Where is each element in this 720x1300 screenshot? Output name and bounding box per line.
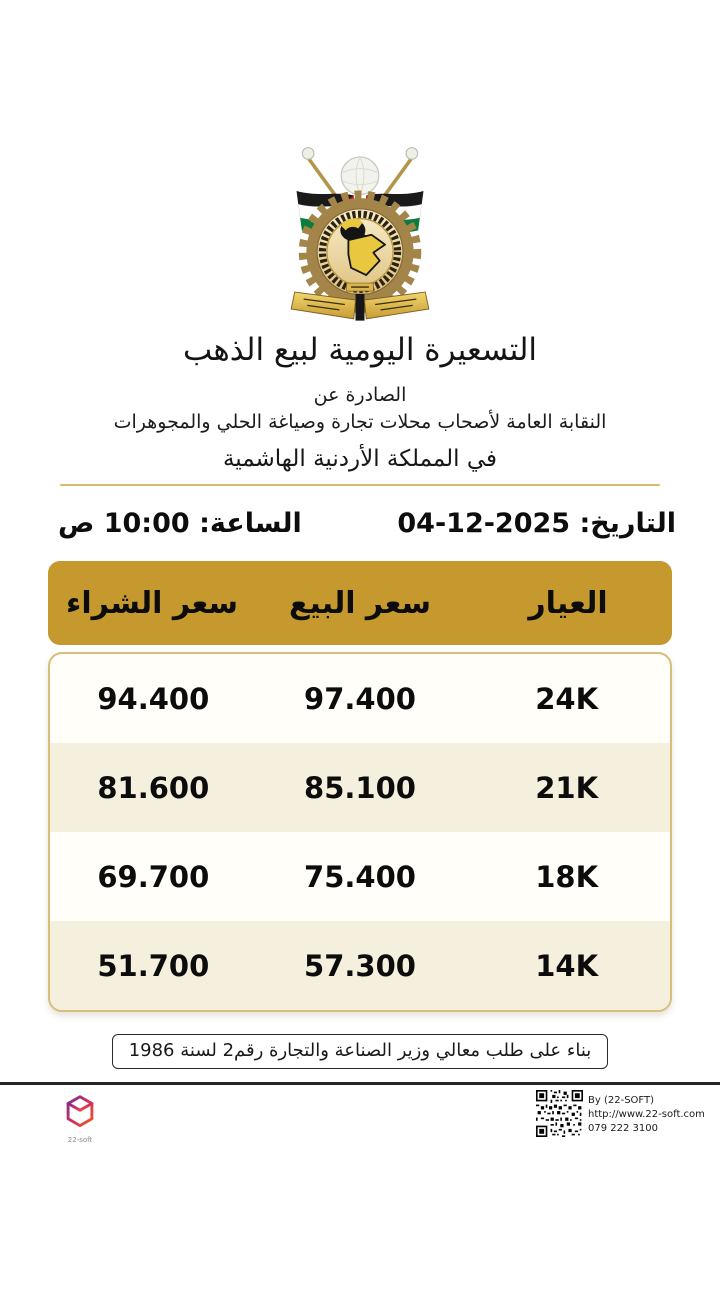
column-header-karat: العيار xyxy=(528,585,608,621)
cell-buy-price: 94.400 xyxy=(97,681,210,716)
qr-code-icon xyxy=(536,1090,583,1137)
time-field xyxy=(58,508,302,539)
time-value: 10:00 ص xyxy=(58,508,190,539)
note-container xyxy=(0,1034,720,1069)
footer xyxy=(0,1085,720,1165)
price-table-header xyxy=(48,561,672,645)
syndicate-logo xyxy=(284,140,436,326)
cell-buy-price: 81.600 xyxy=(97,770,210,805)
footer-phone: 079 222 3100 xyxy=(588,1123,658,1134)
gold-divider xyxy=(60,484,660,486)
column-header-buy-price: سعر الشراء xyxy=(66,585,238,621)
cell-karat: 24K xyxy=(535,681,599,716)
date-field xyxy=(397,508,676,539)
qr-block xyxy=(536,1090,705,1137)
date-label: التاريخ: xyxy=(579,508,676,539)
column-header-sell-price: سعر البيع xyxy=(288,585,432,621)
emblem-container xyxy=(0,0,720,326)
cell-buy-price: 69.700 xyxy=(97,859,210,894)
date-value: 04-12-2025 xyxy=(397,508,571,539)
cube-logo-icon xyxy=(63,1093,97,1131)
table-row xyxy=(50,832,670,921)
table-row xyxy=(50,743,670,832)
cell-buy-price: 51.700 xyxy=(97,948,210,983)
cell-karat: 14K xyxy=(535,948,599,983)
cell-sell-price: 57.300 xyxy=(304,948,416,983)
cell-karat: 21K xyxy=(535,770,599,805)
issued-by-line: الصادرة عن xyxy=(313,384,407,406)
footer-by-line: By (22-SOFT) xyxy=(588,1095,654,1106)
issuer-name-line: النقابة العامة لأصحاب محلات تجارة وصياغة الحلي والمجوهرات xyxy=(113,411,607,433)
cell-sell-price: 75.400 xyxy=(304,859,416,894)
legal-note: بناء على طلب معالي وزير الصناعة والتجارة رقم2 لسنة 1986 xyxy=(112,1034,609,1069)
cell-sell-price: 85.100 xyxy=(304,770,416,805)
cell-sell-price: 97.400 xyxy=(304,681,416,716)
price-table-body xyxy=(48,652,672,1012)
cell-karat: 18K xyxy=(535,859,599,894)
company-logo-block xyxy=(58,1093,102,1144)
ribbon-banner-icons xyxy=(291,283,429,321)
page-title: التسعيرة اليومية لبيع الذهب xyxy=(182,332,538,368)
time-label: الساعة: xyxy=(199,508,302,539)
issuer-region-line: في المملكة الأردنية الهاشمية xyxy=(222,446,498,472)
table-row xyxy=(50,654,670,743)
footer-url: http://www.22-soft.com xyxy=(588,1109,705,1120)
table-row xyxy=(50,921,670,1010)
datetime-row xyxy=(0,508,720,539)
globe-icon xyxy=(341,157,379,195)
brand-label: 22-soft xyxy=(67,1136,93,1144)
